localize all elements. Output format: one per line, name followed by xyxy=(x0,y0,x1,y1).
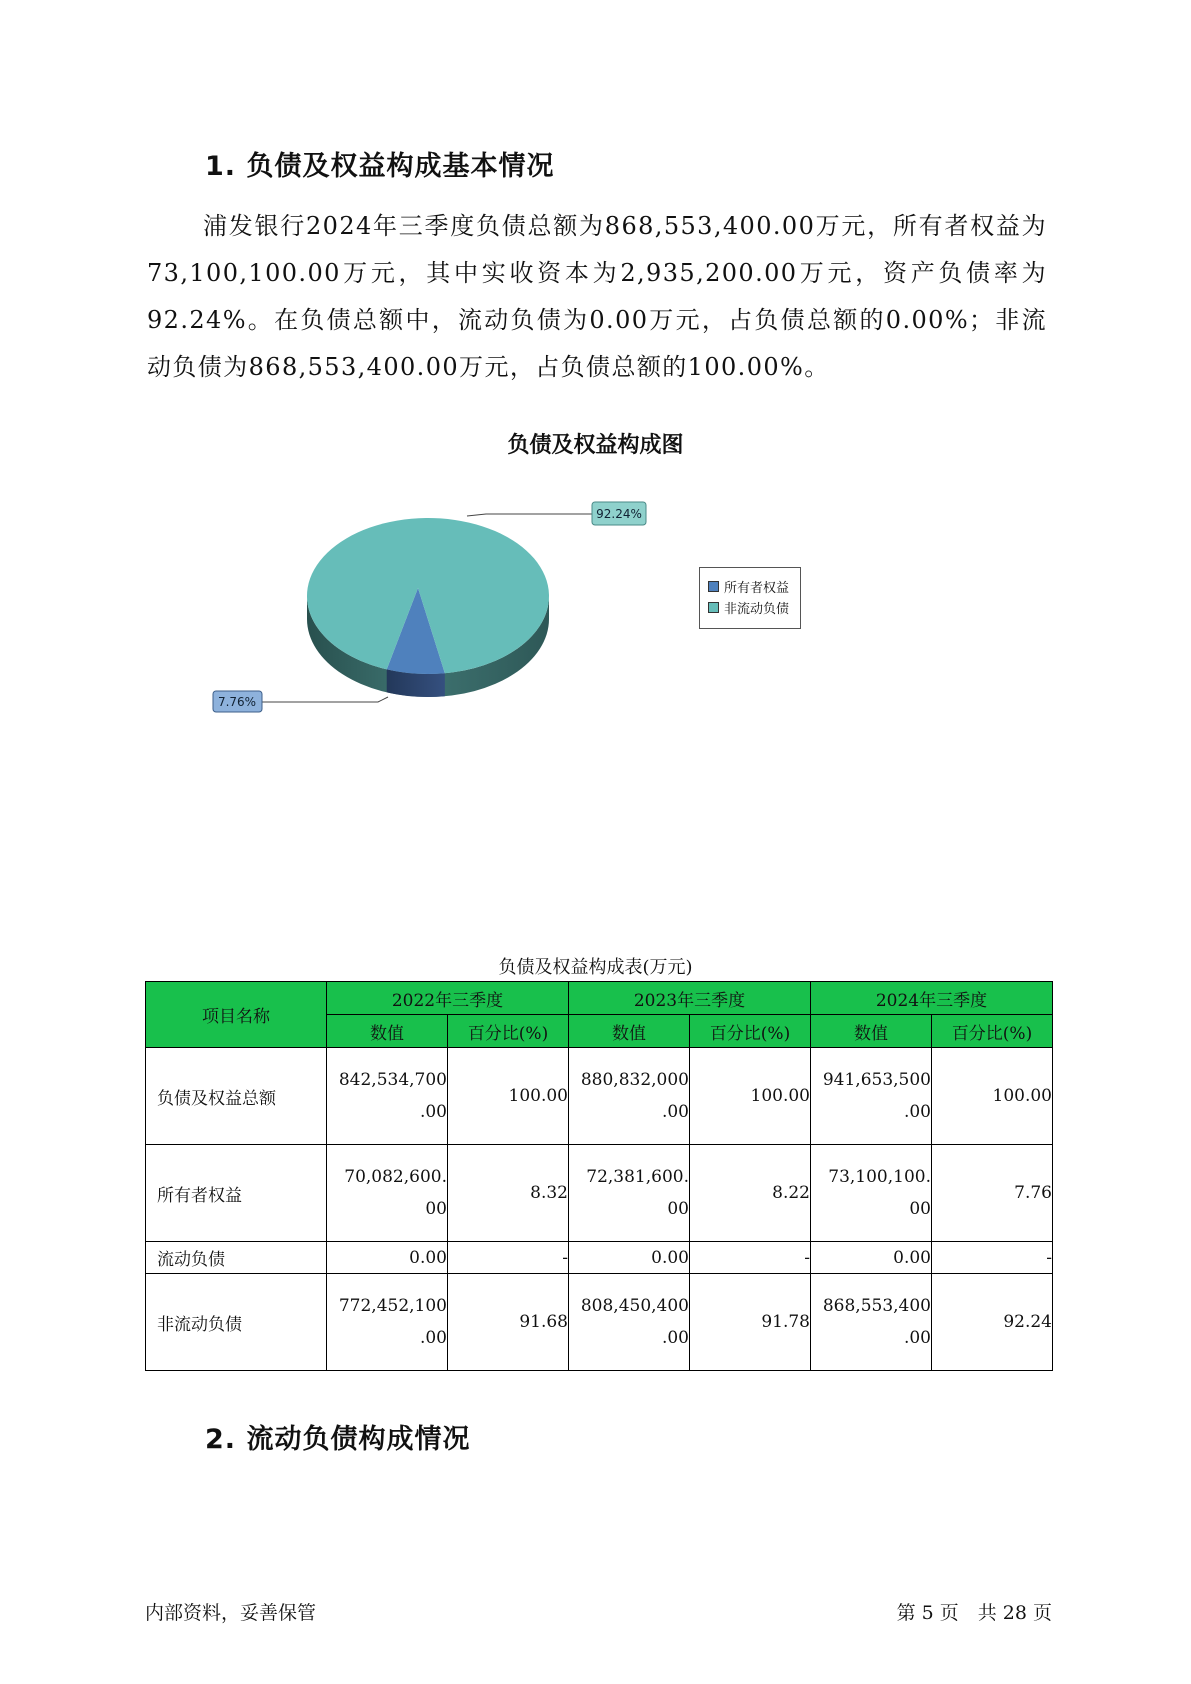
footer-page-number: 第 5 页 共 28 页 xyxy=(896,1602,1052,1624)
table-row xyxy=(146,1145,1053,1242)
section-2-title: 2. 流动负债构成情况 xyxy=(205,1424,471,1455)
subheader-pct: 百分比(%) xyxy=(448,1015,569,1048)
table-caption: 负债及权益构成表(万元) xyxy=(498,957,693,978)
value-cell: 70,082,600. 00 xyxy=(327,1145,448,1242)
header-period-2022: 2022年三季度 xyxy=(327,982,569,1015)
pct-cell: - xyxy=(932,1242,1053,1274)
value-cell: 808,450,400 .00 xyxy=(569,1274,690,1371)
chart-title: 负债及权益构成图 xyxy=(507,433,684,458)
pct-cell: 91.68 xyxy=(448,1274,569,1371)
subheader-value: 数值 xyxy=(327,1015,448,1048)
pct-cell: - xyxy=(690,1242,811,1274)
pct-cell: - xyxy=(448,1242,569,1274)
value-cell: 842,534,700 .00 xyxy=(327,1048,448,1145)
data-label-liab-text: 92.24% xyxy=(596,507,642,521)
pct-cell: 92.24 xyxy=(932,1274,1053,1371)
header-item-name: 项目名称 xyxy=(146,982,327,1048)
table-row xyxy=(146,1274,1053,1371)
value-cell: 0.00 xyxy=(811,1242,932,1274)
footer-confidential: 内部资料，妥善保管 xyxy=(145,1602,317,1624)
data-label-equity-text: 7.76% xyxy=(217,695,257,709)
pct-cell: 100.00 xyxy=(932,1048,1053,1145)
composition-table xyxy=(145,981,1053,1371)
data-label-equity xyxy=(213,691,262,712)
header-period-2023: 2023年三季度 xyxy=(569,982,811,1015)
value-cell: 868,553,400 .00 xyxy=(811,1274,932,1371)
row-name: 非流动负债 xyxy=(146,1274,327,1371)
pct-cell: 8.22 xyxy=(690,1145,811,1242)
value-cell: 72,381,600. 00 xyxy=(569,1145,690,1242)
pie-chart xyxy=(0,0,1191,760)
chart-legend xyxy=(699,567,801,629)
value-cell: 772,452,100 .00 xyxy=(327,1274,448,1371)
legend-swatch-liab xyxy=(708,602,719,613)
pct-cell: 91.78 xyxy=(690,1274,811,1371)
table-row xyxy=(146,1242,1053,1274)
row-name: 流动负债 xyxy=(146,1242,327,1274)
legend-item-equity xyxy=(708,576,800,597)
value-cell: 880,832,000 .00 xyxy=(569,1048,690,1145)
row-name: 负债及权益总额 xyxy=(146,1048,327,1145)
row-name: 所有者权益 xyxy=(146,1145,327,1242)
value-cell: 73,100,100. 00 xyxy=(811,1145,932,1242)
value-cell: 941,653,500 .00 xyxy=(811,1048,932,1145)
table-row xyxy=(146,1048,1053,1145)
data-label-liab xyxy=(592,502,646,525)
pct-cell: 8.32 xyxy=(448,1145,569,1242)
subheader-pct: 百分比(%) xyxy=(932,1015,1053,1048)
header-period-2024: 2024年三季度 xyxy=(811,982,1053,1015)
pct-cell: 7.76 xyxy=(932,1145,1053,1242)
legend-item-liab xyxy=(708,597,800,618)
legend-swatch-equity xyxy=(708,581,719,592)
pct-cell: 100.00 xyxy=(448,1048,569,1145)
summary-text: 浦发银行2024年三季度负债总额为868,553,400.00万元，所有者权益为73,100,100.00万元，其中实收资本为2,935,200.00万元，资产负债率为92.24%。在负债总额中，流动负债为0.00万元，占负债总额的0.00%；非流动负债为868,553,400.00万元，占负债总额的100.00%。 xyxy=(147,212,1047,381)
leader-line-equity xyxy=(261,697,388,702)
subheader-pct: 百分比(%) xyxy=(690,1015,811,1048)
value-cell: 0.00 xyxy=(569,1242,690,1274)
subheader-value: 数值 xyxy=(811,1015,932,1048)
value-cell: 0.00 xyxy=(327,1242,448,1274)
leader-line-liab xyxy=(467,514,592,516)
legend-label-equity: 所有者权益 xyxy=(724,581,790,596)
legend-label-liab: 非流动负债 xyxy=(724,602,790,617)
section-1-title: 1. 负债及权益构成基本情况 xyxy=(205,151,555,182)
subheader-value: 数值 xyxy=(569,1015,690,1048)
pct-cell: 100.00 xyxy=(690,1048,811,1145)
